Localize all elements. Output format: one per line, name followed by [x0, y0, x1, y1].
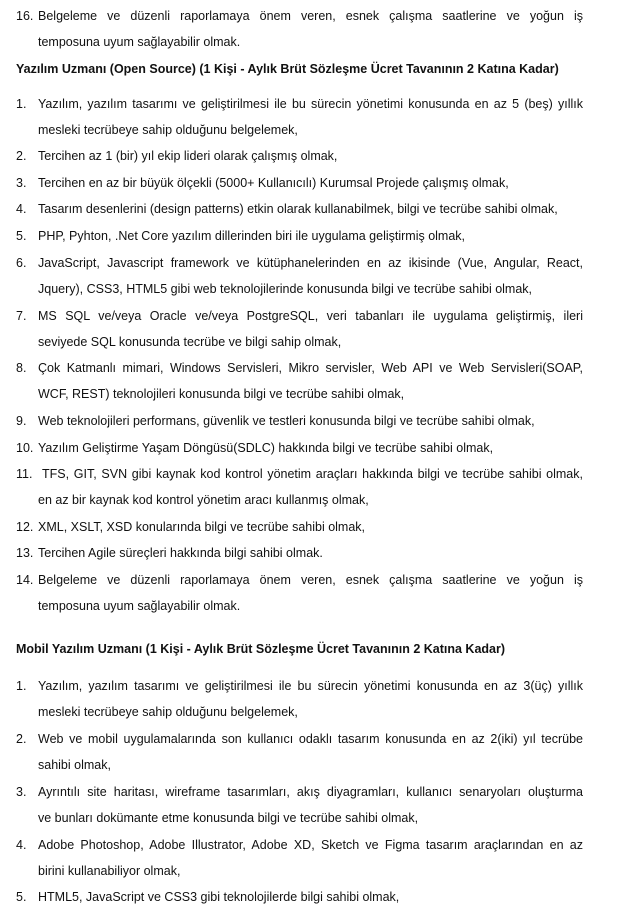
list-item-number: 10. [16, 441, 34, 455]
list-item-text: sahibi olmak, [38, 758, 111, 772]
list-item-text: TFS, GIT, SVN gibi kaynak kod kontrol yönetim araçları hakkında bilgi ve tecrübe sahibi olmak, [42, 467, 583, 481]
list-item-text: en az bir kaynak kod kontrol yönetim aracı kullanmış olmak, [38, 493, 369, 507]
list-item-text: mesleki tecrübeye sahip olduğunu belgelemek, [38, 705, 298, 719]
list-item-number: 4. [16, 202, 27, 216]
list-item-text: birini kullanabiliyor olmak, [38, 864, 181, 878]
list-item-text: Adobe Photoshop, Adobe Illustrator, Adobe XD, Sketch ve Figma tasarım araçlarından en az [38, 838, 583, 852]
list-item-number: 5. [16, 890, 27, 904]
list-item-number: 9. [16, 414, 27, 428]
list-item-text: Yazılım, yazılım tasarımı ve geliştirilmesi ile bu sürecin yönetimi konusunda en az 3(üç) yıllık [38, 679, 583, 693]
list-item-number: 16. [16, 9, 34, 23]
list-item-number: 13. [16, 546, 34, 560]
list-item-text: PHP, Pyhton, .Net Core yazılım dillerinden biri ile uygulama geliştirmiş olmak, [38, 229, 466, 243]
section-heading: Mobil Yazılım Uzmanı (1 Kişi - Aylık Brüt Sözleşme Ücret Tavanının 2 Katına Kadar) [16, 642, 506, 656]
list-item-number: 3. [16, 176, 27, 190]
list-item-text: Tercihen Agile süreçleri hakkında bilgi sahibi olmak. [38, 546, 323, 560]
list-item-text: MS SQL ve/veya Oracle ve/veya PostgreSQL, veri tabanları ile uygulama geliştirmiş, ileri [38, 309, 583, 323]
list-item-text: Belgeleme ve düzenli raporlamaya önem veren, esnek çalışma saatlerine ve yoğun iş [38, 9, 583, 23]
list-item-text: JavaScript, Javascript framework ve kütüphanelerinden en az ikisinde (Vue, Angular, React, [38, 256, 583, 270]
list-item-text: Yazılım, yazılım tasarımı ve geliştirilmesi ile bu sürecin yönetimi konusunda en az 5 (beş) yıllık [38, 97, 583, 111]
list-item-number: 11. [16, 467, 33, 481]
list-item-number: 14. [16, 573, 34, 587]
list-item-text: seviyede SQL konusunda tecrübe ve bilgi sahip olmak, [38, 335, 342, 349]
section-heading: Yazılım Uzmanı (Open Source) (1 Kişi - Aylık Brüt Sözleşme Ücret Tavanının 2 Katına Kadar) [16, 62, 559, 76]
list-item-text: Web teknolojileri performans, güvenlik ve testleri konusunda bilgi ve tecrübe sahibi olmak, [38, 414, 535, 428]
list-item-text: Çok Katmanlı mimari, Windows Servisleri, Mikro servisler, Web API ve Web Servisleri(SOAP, [38, 361, 583, 375]
list-item-text: Yazılım Geliştirme Yaşam Döngüsü(SDLC) hakkında bilgi ve tecrübe sahibi olmak, [38, 441, 494, 455]
list-item-text: HTML5, JavaScript ve CSS3 gibi teknolojilerde bilgi sahibi olmak, [38, 890, 400, 904]
list-item-text: WCF, REST) teknolojileri konusunda bilgi ve tecrübe sahibi olmak, [38, 387, 405, 401]
list-item-text: ve bunları dokümante etme konusunda bilgi ve tecrübe sahibi olmak, [38, 811, 419, 825]
list-item-number: 5. [16, 229, 27, 243]
list-item-text: mesleki tecrübeye sahip olduğunu belgelemek, [38, 123, 298, 137]
list-item-text: Jquery), CSS3, HTML5 gibi web teknolojilerinde konusunda bilgi ve tecrübe sahibi olmak, [38, 282, 533, 296]
list-item-number: 2. [16, 149, 27, 163]
list-item-number: 1. [16, 97, 27, 111]
list-item-text: Ayrıntılı site haritası, wireframe tasarımları, akış diyagramları, kullanıcı senaryoları oluşturma [38, 785, 583, 799]
list-item-number: 6. [16, 256, 27, 270]
list-item-number: 4. [16, 838, 27, 852]
list-item-text: Tercihen az 1 (bir) yıl ekip lideri olarak çalışmış olmak, [38, 149, 338, 163]
list-item-number: 3. [16, 785, 27, 799]
list-item-text: Tasarım desenlerini (design patterns) etkin olarak kullanabilmek, bilgi ve tecrübe sahibi olmak, [38, 202, 558, 216]
list-item-number: 12. [16, 520, 34, 534]
list-item-number: 7. [16, 309, 27, 323]
list-item-text: temposuna uyum sağlayabilir olmak. [38, 599, 241, 613]
list-item-text: XML, XSLT, XSD konularında bilgi ve tecrübe sahibi olmak, [38, 520, 366, 534]
list-item-number: 8. [16, 361, 27, 375]
list-item-text: Web ve mobil uygulamalarında son kullanıcı odaklı tasarım konusunda en az 2(iki) yıl tecrübe [38, 732, 583, 746]
list-item-text: temposuna uyum sağlayabilir olmak. [38, 35, 241, 49]
list-item-number: 1. [16, 679, 27, 693]
list-item-text: Belgeleme ve düzenli raporlamaya önem veren, esnek çalışma saatlerine ve yoğun iş [38, 573, 583, 587]
list-item-text: Tercihen en az bir büyük ölçekli (5000+ Kullanıcılı) Kurumsal Projede çalışmış olmak, [38, 176, 509, 190]
list-item-number: 2. [16, 732, 27, 746]
